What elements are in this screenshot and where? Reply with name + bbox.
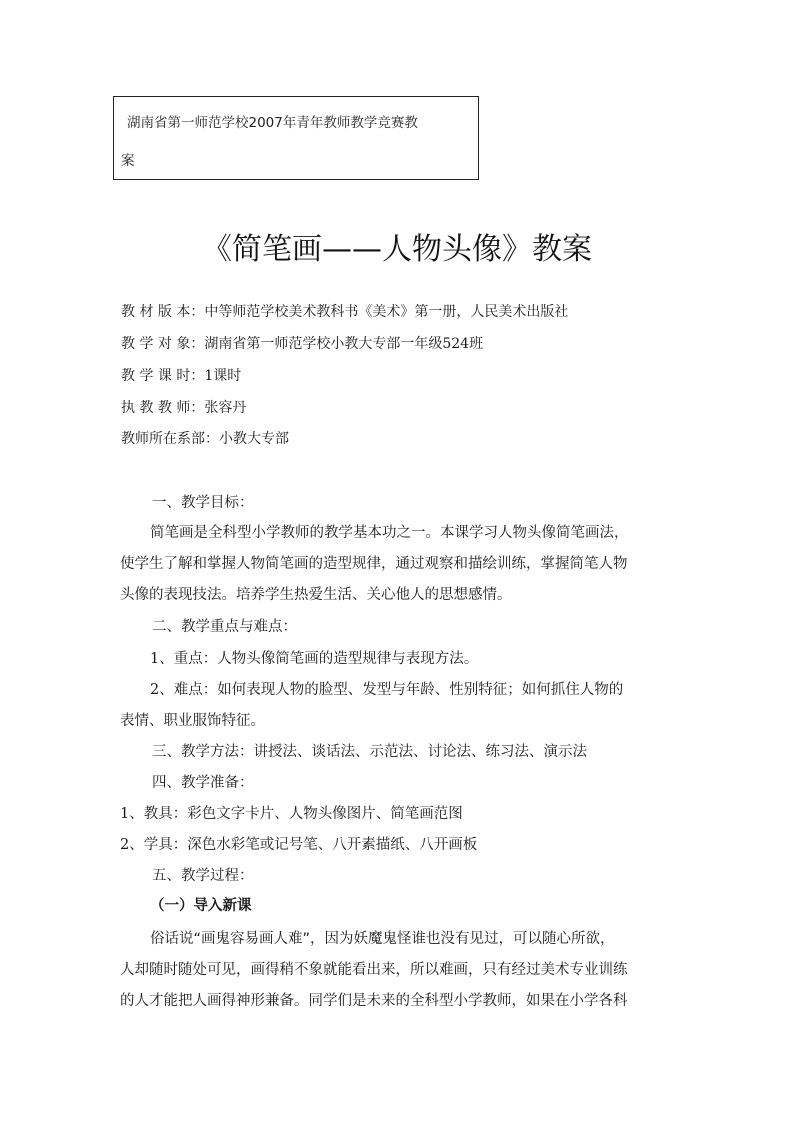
header-line-1: 湖南省第一师范学校2007年青年教师教学竞赛教 (127, 115, 418, 131)
list-item: 2、难点：如何表现人物的脸型、发型与年龄、性别特征；如何抓住人物的 (150, 682, 624, 698)
paragraph-line: 俗话说“画鬼容易画人难”，因为妖魔鬼怪谁也没有见过，可以随心所欲， (150, 931, 615, 947)
section-heading-objectives: 一、教学目标： (152, 495, 254, 511)
list-item: 1、重点：人物头像简笔画的造型规律与表现方法。 (150, 651, 479, 667)
meta-department: 教师所在系部：小教大专部 (121, 431, 289, 447)
header-box (113, 96, 479, 180)
section-heading-preparation: 四、教学准备： (152, 775, 254, 791)
list-item-continuation: 表情、职业服饰特征。 (120, 713, 265, 729)
section-heading-process: 五、教学过程： (152, 868, 254, 884)
meta-textbook: 教 材 版 本：中等师范学校美术教科书《美术》第一册，人民美术出版社 (121, 304, 569, 320)
paragraph-line: 的人才能把人画得神形兼备。同学们是未来的全科型小学教师，如果在小学各科 (120, 993, 628, 1009)
header-line-2: 案 (121, 153, 135, 169)
meta-hours: 教 学 课 时：1课时 (121, 368, 242, 384)
meta-audience: 教 学 对 象：湖南省第一师范学校小教大专部一年级524班 (121, 336, 484, 352)
section-methods: 三、教学方法：讲授法、谈话法、示范法、讨论法、练习法、演示法 (152, 744, 587, 760)
paragraph-line: 使学生了解和掌握人物简笔画的造型规律，通过观察和描绘训练，掌握简笔人物 (120, 556, 628, 572)
paragraph-line: 头像的表现技法。培养学生热爱生活、关心他人的思想感情。 (120, 587, 512, 603)
paragraph-line: 人却随时随处可见，画得稍不象就能看出来，所以难画，只有经过美术专业训练 (120, 962, 628, 978)
subsection-heading: （一）导入新课 (150, 898, 252, 914)
list-item: 2、学具：深色水彩笔或记号笔、八开素描纸、八开画板 (120, 837, 478, 853)
paragraph-line: 简笔画是全科型小学教师的教学基本功之一。本课学习人物头像简笔画法， (150, 525, 629, 541)
document-title: 《简笔画——人物头像》教案 (202, 232, 592, 267)
list-item: 1、教具：彩色文字卡片、人物头像图片、简笔画范图 (120, 806, 463, 822)
meta-teacher: 执 教 教 师：张容丹 (121, 400, 247, 416)
section-heading-key-points: 二、教学重点与难点： (152, 619, 297, 635)
